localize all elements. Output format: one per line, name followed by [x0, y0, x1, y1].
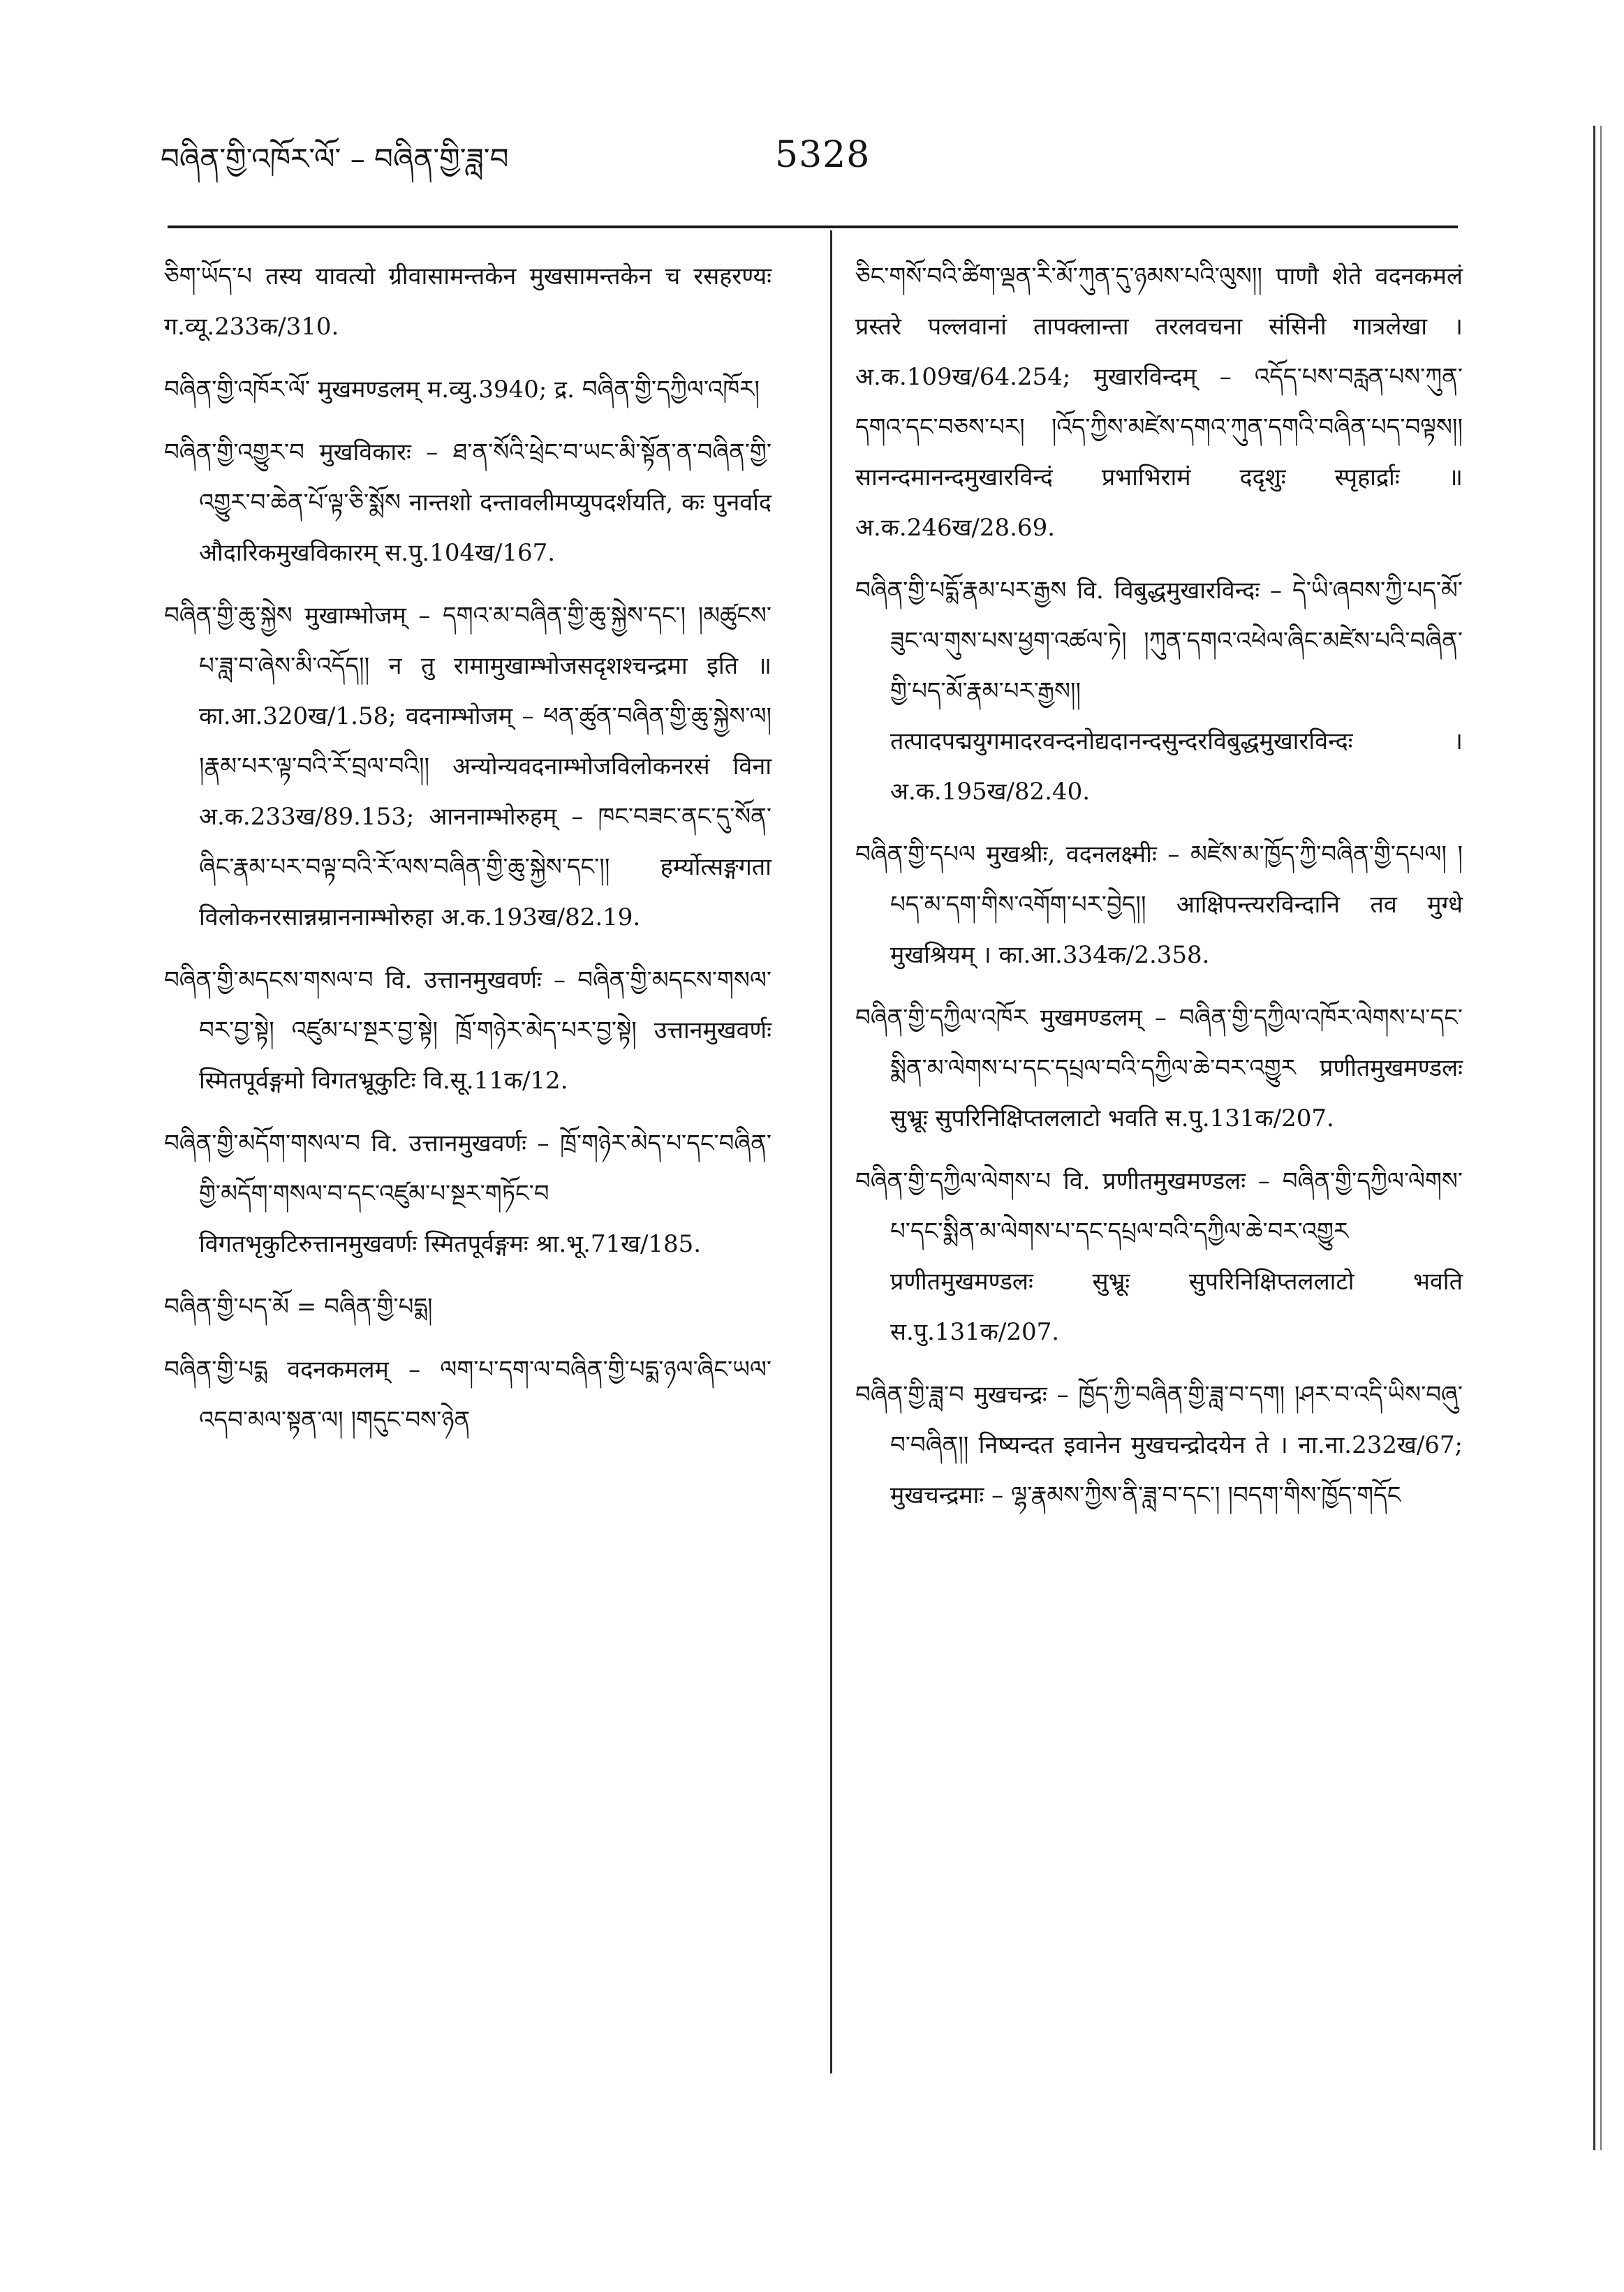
- dictionary-entry: བཞིན་གྱི་མདོག་གསལ་བ वि. उत्तानमुखवर्णः – ཁྲོ་གཉེར་མེད་པ་དང་བཞིན་གྱི་མདོག་གསལ་བ་དང་འཛུམ་པ་སྔར་གཏོང་བ विगतभृकुटिरुत्तानमुखवर्णः स्मितपूर्वङ्गमः श्रा.भू.71ख/185.: [164, 1130, 772, 1258]
- binding-edge: [1585, 0, 1613, 2292]
- dictionary-entry: ཅིང་གསོ་བའི་ཚིག་ལྡན་རི་མོ་ཀུན་དུ་ཉམས་པའི་ལུས།། पाणौ शेते वदनकमलं प्रस्तरे पल्लवानां तापक्लान्ता तरलवचना संसिनी गात्रलेखा । अ.क.109ख/64.254; मुखारविन्दम् – འདོད་པས་བརླན་པས་ཀུན་དགའ་དང་བཅས་པར། །འོད་ཀྱིས་མཛེས་དགའ་ཀུན་དགའི་བཞིན་པད་བལྟས།། सानन्दमानन्दमुखारविन्दं प्रभाभिरामं ददृशुः स्पृहार्द्राः ॥ अ.क.246ख/28.69.: [855, 263, 1463, 542]
- left-column: [164, 251, 772, 1458]
- dictionary-entry: བཞིན་གྱི་དཀྱིལ་འཁོར मुखमण्डलम् – བཞིན་གྱི་དཀྱིལ་འཁོར་ལེགས་པ་དང་སྨིན་མ་ལེགས་པ་དང་དཔྲལ་བའི་དཀྱིལ་ཆེ་བར་འགྱུར प्रणीतमुखमण्डलः सुभ्रूः सुपरिनिक्षिप्तललाटो भवति स.पु.131क/207.: [855, 1004, 1463, 1132]
- dictionary-entry: ཅིག་ཡོད་པ तस्य यावत्यो ग्रीवासामन्तकेन मुखसामन्तकेन च रसहरण्यः ग.व्यू.233क/310.: [164, 263, 772, 341]
- dictionary-entry: བཞིན་གྱི་པདྨོ་རྣམ་པར་རྒྱས वि. विबुद्धमुखारविन्दः – དེ་ཡི་ཞབས་ཀྱི་པད་མོ་ཟུང་ལ་གུས་པས་ཕྱག་འཚལ་ཏེ། །ཀུན་དགའ་འཕེལ་ཞིང་མཛེས་པའི་བཞིན་གྱི་པད་མོ་རྣམ་པར་རྒྱས།། तत्पादपद्मयुगमादरवन्दनोद्यदानन्दसुन्दरविबुद्धमुखारविन्दः । अ.क.195ख/82.40.: [855, 577, 1463, 806]
- binding-line: [1600, 126, 1602, 2150]
- header-rule: [168, 225, 1458, 228]
- dictionary-entry: བཞིན་གྱི་འགྱུར་བ मुखविकारः – ཐ་ན་སོའི་ཕྲེང་བ་ཡང་མི་སྟོན་ན་བཞིན་གྱི་འགྱུར་བ་ཆེན་པོ་ལྟ་ཅི་སྨོས नान्तशो दन्तावलीमप्युपदर्शयति, कः पुनर्वाद औदारिकमुखविकारम् स.पु.104ख/167.: [164, 438, 772, 567]
- dictionary-entry: བཞིན་གྱི་ཆུ་སྐྱེས मुखाम्भोजम् – དགའ་མ་བཞིན་གྱི་ཆུ་སྐྱེས་དང་། །མཚུངས་པ་ཟླ་བ་ཞེས་མི་འདོད།། न तु रामामुखाम्भोजसदृशश्चन्द्रमा इति ॥ का.आ.320ख/1.58; वदनाम्भोजम् – ཕན་ཚུན་བཞིན་གྱི་ཆུ་སྐྱེས་ལ། །རྣམ་པར་ལྟ་བའི་རོ་བྲལ་བའི།། अन्योन्यवदनाम्भोजविलोकनरसं विना अ.क.233ख/89.153; आननाम्भोरुहम् – ཁང་བཟང་ནང་དུ་སོན་ཞིང་རྣམ་པར་བལྟ་བའི་རོ་ལས་བཞིན་གྱི་ཆུ་སྐྱེས་དང་།། हर्म्योत्सङ्गगता विलोकनरसान्नम्राननाम्भोरुहा अ.क.193ख/82.19.: [164, 602, 772, 931]
- dictionary-entry: བཞིན་གྱི་ཟླ་བ मुखचन्द्रः – ཁྱོད་ཀྱི་བཞིན་གྱི་ཟླ་བ་དག། །ཤར་བ་འདི་ཡིས་བཞུ་བ་བཞིན།། निष्यन्दत इवानेन मुखचन्द्रोदयेन ते । ना.ना.232ख/67; मुखचन्द्रमाः – ལྷ་རྣམས་ཀྱིས་ནི་ཟླ་བ་དང་། །བདག་གིས་ཁྱོད་གདོང: [855, 1381, 1463, 1509]
- running-head: བཞིན་གྱི་འཁོར་ལོ་ – བཞིན་གྱི་ཟླ་བ: [161, 142, 509, 176]
- column-divider: [830, 230, 832, 2073]
- dictionary-entry: བཞིན་གྱི་པདྨ वदनकमलम् – ལག་པ་དག་ལ་བཞིན་གྱི་པདྨ་ཉལ་ཞིང་ཡལ་འདབ་མལ་སྟན་ལ། །གདུང་བས་ཉེན: [164, 1356, 772, 1434]
- dictionary-entry: བཞིན་གྱི་མདངས་གསལ་བ वि. उत्तानमुखवर्णः – བཞིན་གྱི་མདངས་གསལ་བར་བྱ་སྟེ། འཛུམ་པ་སྔར་བྱ་སྟེ། ཁྲོ་གཉེར་མེད་པར་བྱ་སྟེ། उत्तानमुखवर्णः स्मितपूर्वङ्गमो विगतभ्रूकुटिः वि.सू.11क/12.: [164, 966, 772, 1095]
- page-number: 5328: [775, 134, 871, 176]
- binding-line: [1593, 126, 1595, 2150]
- dictionary-entry: བཞིན་གྱི་པད་མོ = བཞིན་གྱི་པདྨ།: [164, 1293, 433, 1321]
- dictionary-entry: བཞིན་གྱི་དཔལ मुखश्रीः, वदनलक्ष्मीः – མཛེས་མ་ཁྱོད་ཀྱི་བཞིན་གྱི་དཔལ། །པད་མ་དག་གིས་འགོག་པར་བྱེད།། आक्षिपन्त्यरविन्दानि तव मुग्धे मुखश्रियम् । का.आ.334क/2.358.: [855, 841, 1463, 969]
- dictionary-entry: བཞིན་གྱི་དཀྱིལ་ལེགས་པ वि. प्रणीतमुखमण्डलः – བཞིན་གྱི་དཀྱིལ་ལེགས་པ་དང་སྨིན་མ་ལེགས་པ་དང་དཔྲལ་བའི་དཀྱིལ་ཆེ་བར་འགྱུར प्रणीतमुखमण्डलः सुभ्रूः सुपरिनिक्षिप्तललाटो भवति स.पु.131क/207.: [855, 1167, 1463, 1346]
- right-column: [855, 251, 1463, 1533]
- dictionary-entry: བཞིན་གྱི་འཁོར་ལོ་ मुखमण्डलम् म.व्यु.3940; द्र. བཞིན་གྱི་དཀྱིལ་འཁོར།: [164, 376, 760, 404]
